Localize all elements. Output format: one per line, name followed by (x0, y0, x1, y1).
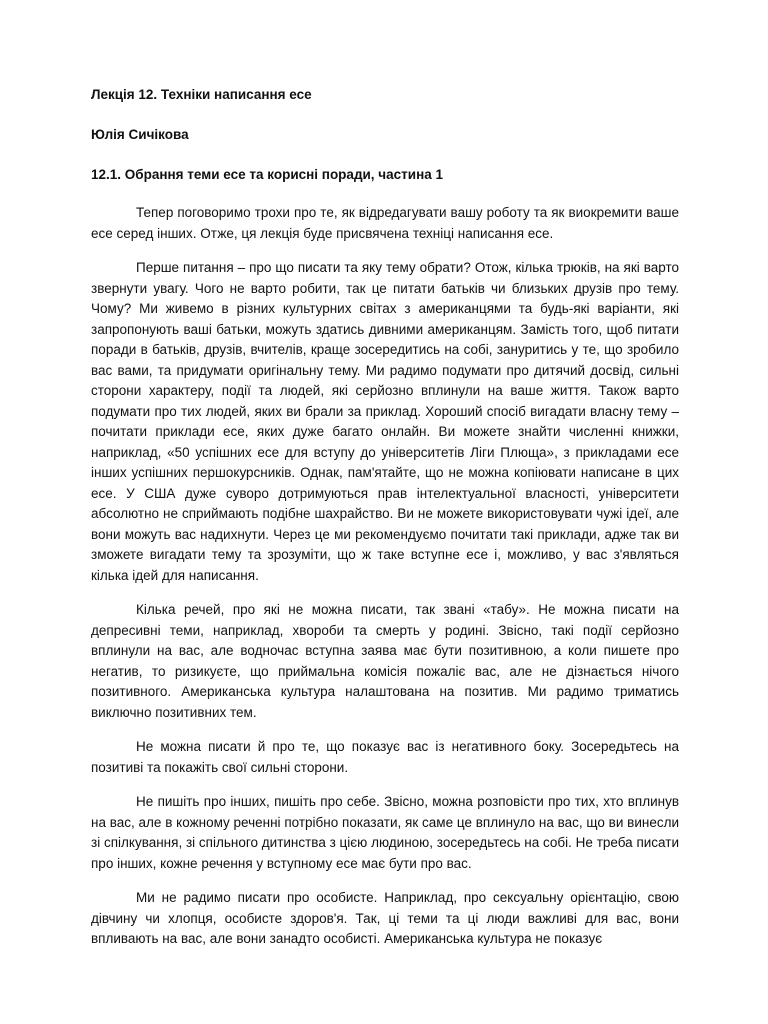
paragraph-intro: Тепер поговоримо трохи про те, як відредагувати вашу роботу та як виокремити ваше есе серед інших. Отже, ця лекція буде присвячена техніці написання есе. (91, 205, 679, 241)
paragraph-topic-choice: Перше питання – про що писати та яку тему обрати? Отож, кілька трюків, на які варто звернути увагу. Чого не варто робити, так це питати батьків чи близьких друзів про тему. Чому? Ми живемо в різних культурних світах з американцями та будь-які варіанти, які запропонують ваші батьки, можуть здатись дивними американцям. Замість того, щоб питати поради в батьків, друзів, вчителів, краще зосередитись на собі, зануритись у те, що зробило вас вами, та придумати оригінальну тему. Ми радимо подумати про дитячий досвід, сильні сторони характеру, події та людей, які серйозно вплинули на ваше життя. Також варто подумати про тих людей, яких ви брали за приклад. Хороший спосіб вигадати власну тему – почитати приклади есе, яких дуже багато онлайн. Ви можете знайти численні книжки, наприклад, «50 успішних есе для вступу до університетів Ліги Плюща», з прикладами есе інших успішних першокурсників. Однак, пам'ятайте, що не можна копіювати написане в цих есе. У США дуже суворо дотримуються прав інтелектуальної власності, університети абсолютно не сприймають подібне шахрайство. Ви не можете використовувати чужі ідеї, але вони можуть вас надихнути. Через це ми рекомендуємо почитати такі приклади, адже так ви зможете вигадати тему та зрозуміти, що ж таке вступне есе і, можливо, у вас з'являться кілька ідей для написання. (91, 260, 679, 583)
paragraph-taboo: Кілька речей, про які не можна писати, так звані «табу». Не можна писати на депресивні теми, наприклад, хвороби та смерть у родині. Звісно, такі події серйозно вплинули на вас, але водночас вступна заява має бути позитивною, а коли пишете про негатив, то ризикуєте, що приймальна комісія пожаліє вас, але не дізнається нічого позитивного. Американська культура налаштована на позитив. Ми радимо триматись виключно позитивних тем. (91, 602, 679, 720)
paragraph-personal: Ми не радимо писати про особисте. Наприклад, про сексуальну орієнтацію, свою дівчину чи хлопця, особисте здоров'я. Так, ці теми та ці люди важливі для вас, вони впливають на вас, але вони занадто особисті. Американська культура не показує (91, 890, 679, 946)
document-page (91, 85, 679, 964)
paragraph-negative-side: Не можна писати й про те, що показує вас із негативного боку. Зосередьтесь на позитиві та покажіть свої сильні сторони. (91, 739, 679, 775)
lecture-title: Лекція 12. Техніки написання есе (91, 87, 312, 102)
paragraph-about-yourself: Не пишіть про інших, пишіть про себе. Звісно, можна розповісти про тих, хто вплинув на вас, але в кожному реченні потрібно показати, як саме це вплинуло на вас, що ви винесли зі спілкування, зі спільного дитинства з цією людиною, зосередьтесь на собі. Не треба писати про інших, кожне речення у вступному есе має бути про вас. (91, 794, 679, 871)
author-name: Юлія Сичікова (91, 127, 189, 142)
section-title: 12.1. Обрання теми есе та корисні поради, частина 1 (91, 167, 443, 182)
